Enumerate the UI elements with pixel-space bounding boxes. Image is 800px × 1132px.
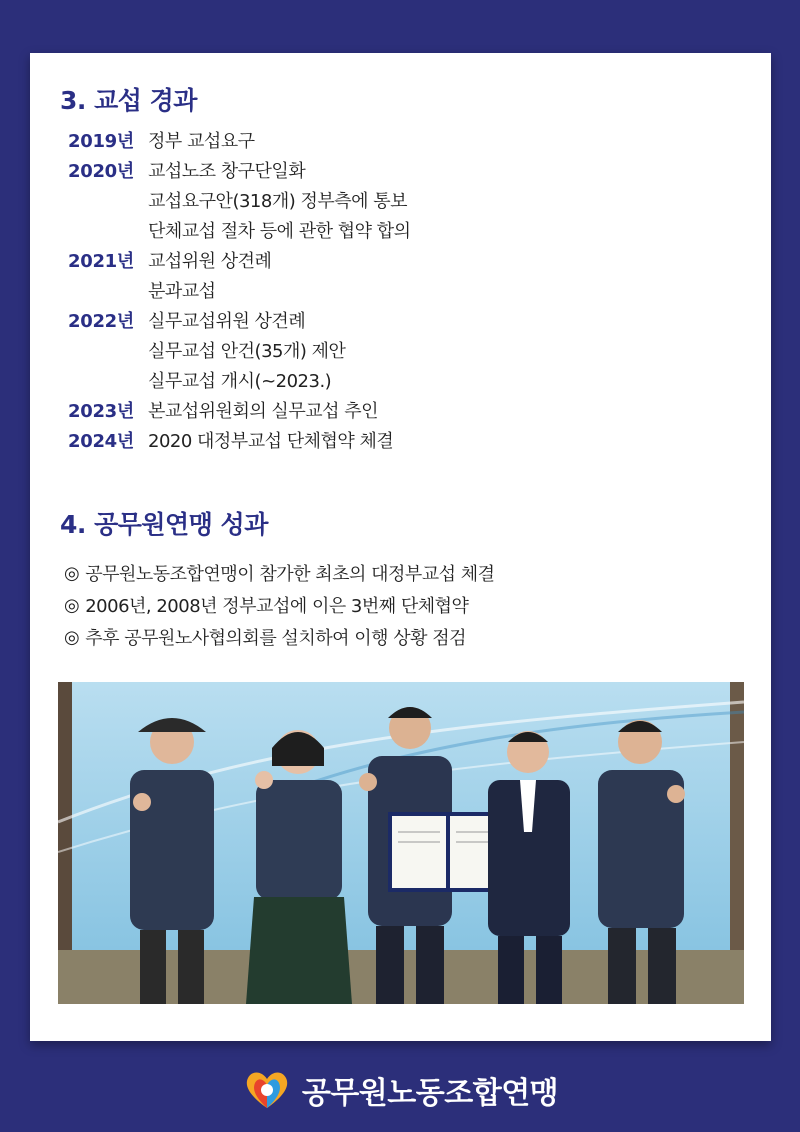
negotiation-timeline	[68, 125, 748, 455]
timeline-text: 교섭위원 상견례	[148, 251, 272, 272]
section-3-title: 3. 교섭 경과	[60, 86, 197, 115]
footer	[0, 1060, 800, 1120]
timeline-text: 실무교섭 개시(~2023.)	[148, 371, 332, 392]
timeline-text: 교섭요구안(318개) 정부측에 통보	[148, 191, 407, 212]
timeline-year: 2019년	[68, 131, 134, 152]
list-item-text: 2006년, 2008년 정부교섭에 이은 3번째 단체협약	[85, 596, 469, 617]
timeline-text: 교섭노조 창구단일화	[148, 161, 306, 182]
timeline-text: 정부 교섭요구	[148, 131, 255, 152]
timeline-text: 2020 대정부교섭 단체협약 체결	[148, 431, 394, 452]
timeline-row	[68, 155, 748, 185]
timeline-row	[68, 185, 748, 215]
bullet-mark: ◎	[64, 594, 80, 616]
timeline-text: 본교섭위원회의 실무교섭 추인	[148, 401, 378, 422]
timeline-text: 분과교섭	[148, 281, 216, 302]
organization-name: 공무원노동조합연맹	[301, 1076, 559, 1111]
timeline-row	[68, 305, 748, 335]
list-item	[64, 621, 754, 653]
timeline-text: 실무교섭 안건(35개) 제안	[148, 341, 346, 362]
timeline-text: 실무교섭위원 상견례	[148, 311, 306, 332]
heart-logo-icon	[242, 1068, 292, 1112]
timeline-row	[68, 275, 748, 305]
timeline-row	[68, 395, 748, 425]
bullet-mark: ◎	[64, 562, 80, 584]
timeline-row	[68, 245, 748, 275]
list-item	[64, 557, 754, 589]
timeline-row	[68, 365, 748, 395]
timeline-row	[68, 125, 748, 155]
bullet-mark: ◎	[64, 626, 80, 648]
content-card	[30, 53, 771, 1041]
timeline-year: 2021년	[68, 251, 134, 272]
photo-illustration	[58, 682, 744, 1004]
timeline-year: 2024년	[68, 431, 134, 452]
timeline-year: 2023년	[68, 401, 134, 422]
list-item	[64, 589, 754, 621]
list-item-text: 공무원노동조합연맹이 참가한 최초의 대정부교섭 체결	[85, 564, 495, 585]
timeline-row	[68, 425, 748, 455]
timeline-year: 2022년	[68, 311, 134, 332]
timeline-year: 2020년	[68, 161, 134, 182]
list-item-text: 추후 공무원노사협의회를 설치하여 이행 상황 점검	[85, 628, 466, 649]
signing-ceremony-photo	[58, 682, 744, 1004]
section-4-title: 4. 공무원연맹 성과	[60, 510, 268, 539]
timeline-row	[68, 335, 748, 365]
timeline-text: 단체교섭 절차 등에 관한 협약 합의	[148, 221, 411, 242]
timeline-row	[68, 215, 748, 245]
achievement-list	[64, 557, 754, 653]
